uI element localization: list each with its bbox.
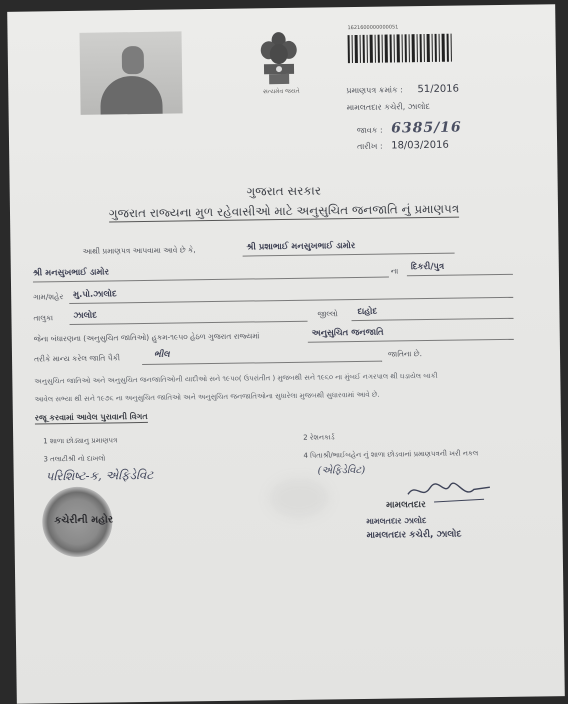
issue-date: 18/03/2016 — [391, 139, 449, 152]
signatory-stamp-line-2: મામલતદાર કચેરી, ઝાલોદ — [366, 529, 462, 541]
signatory-title: મામલતદાર — [386, 500, 426, 511]
evidence-item-2: 2 રેશનકાર્ડ — [303, 433, 335, 442]
district-value: દાહોદ — [357, 306, 378, 317]
applicant-name: શ્રી પ્રશાભાઈ મનસુખભાઈ ડામોર — [246, 241, 356, 253]
signatory-stamp-line-1: મામલતદાર ઝાલોદ — [366, 516, 427, 526]
caste-underline — [142, 361, 382, 365]
certificate-title-text: ગુજરાત રાજ્યના મુળ રહેવાસીઓ માટે અનુસુચિત જનજાતિ નું પ્રમાણપત્ર — [108, 201, 460, 221]
legal-paragraph-line2: આવેલ સભ્યા થી સને ૧૯૭૬ ના અનુસુચિત જાતિઓ અને અનુસુચિત જનજાતિઓના સુધારેલા મુજબથી સુધારવામાં આવે છે. — [34, 390, 380, 404]
government-title: ગુજરાત સરકાર — [246, 183, 322, 199]
barcode-number: 1621600000000051 — [347, 24, 399, 32]
outward-number-line — [357, 120, 462, 137]
relation-value: દિકરી/પુત્ર — [410, 261, 445, 273]
intro-label: આથી પ્રમાણપત્ર આપવામા આવે છે કે, — [82, 245, 196, 256]
evidence-item-1: 1 શાળા છોડ્યાનુ પ્રમાણપત્ર — [43, 436, 118, 446]
district-underline — [352, 318, 514, 321]
evidence-item-4: 4 પિતાશ્રી/ભાઈબહેન નું શાળા છોડવાનાં પ્રમાણપત્રની ખરી નકલ — [303, 449, 479, 460]
certificate-number-label: પ્રમાણપત્ર ક્રમાંક : — [346, 85, 403, 96]
category-text: જેના બંધારણના (અનુસુચિત જાતિઓ) હુકમ-૧૯૫૦ હેઠળ ગુજરાત રાજ્યમાં — [33, 331, 260, 344]
father-name: શ્રી મનસુખભાઈ ડામોર — [32, 267, 110, 279]
ashoka-emblem-icon — [255, 26, 302, 89]
caste-value: ભીલ — [153, 349, 170, 360]
handwritten-note-1: પરિશિષ્ટ-ક, એફિડેવિટ — [45, 467, 154, 484]
evidence-heading: રજૂ કરવામાં આવેલ પુરાવાની વિગત — [34, 411, 148, 423]
relation-label: ના — [390, 266, 399, 276]
relation-underline — [407, 274, 513, 276]
photo-head — [122, 46, 144, 74]
caste-suffix: જાતિના છે. — [387, 349, 423, 359]
village-underline — [69, 297, 513, 304]
outward-label: જાવક : — [356, 125, 383, 135]
certificate-title — [10, 200, 558, 223]
emblem-caption: સત્યમેવ જયતે — [262, 87, 300, 96]
taluka-value: ઝાલોદ — [73, 310, 98, 321]
applicant-photo — [79, 31, 182, 114]
outward-number: 6385/16 — [391, 119, 462, 137]
handwritten-note-2: (એફિડેવિટ) — [317, 464, 366, 477]
office-name: મામલતદાર કચેરી, ઝાલોદ — [346, 101, 431, 113]
certificate-number-line — [346, 84, 459, 97]
certificate-document — [7, 4, 565, 704]
date-label: તારીખ : — [357, 141, 383, 151]
barcode — [345, 28, 455, 66]
category-underline — [308, 339, 514, 343]
legal-paragraph-line1: અનુસુચિત જાતિઓ અને અનુસુચિત જનજાતિઓની યાદીઓ સને ૧૯૫૦( ઉપરાંતીત ) મુજબથી સને ૧૯૬૦ ના મુંબઈ નગરપાલ થી ઘડાયેલ બાકી — [34, 371, 438, 386]
village-value: મુ.પો.ઝાલોદ — [73, 289, 117, 300]
paper-smudge — [269, 477, 330, 518]
evidence-item-3: 3 તલાટીશ્રી નો દાખલો — [43, 454, 106, 464]
taluka-underline — [70, 321, 308, 325]
date-line — [357, 140, 449, 152]
village-label: ગામ/શહેર — [33, 292, 64, 302]
seal-text: કચેરીની મહોર — [54, 514, 114, 527]
applicant-name-underline — [243, 253, 455, 257]
photo-body — [100, 76, 163, 115]
taluka-label: તાલુકા — [33, 313, 54, 323]
district-label: જીલ્લો — [317, 309, 338, 319]
caste-label: તરીકે માન્ય કરેલ જાતિ પૈકી — [33, 353, 121, 364]
category-value: અનુસુચિત જનજાતિ — [311, 327, 384, 339]
certificate-number: 51/2016 — [417, 83, 460, 96]
